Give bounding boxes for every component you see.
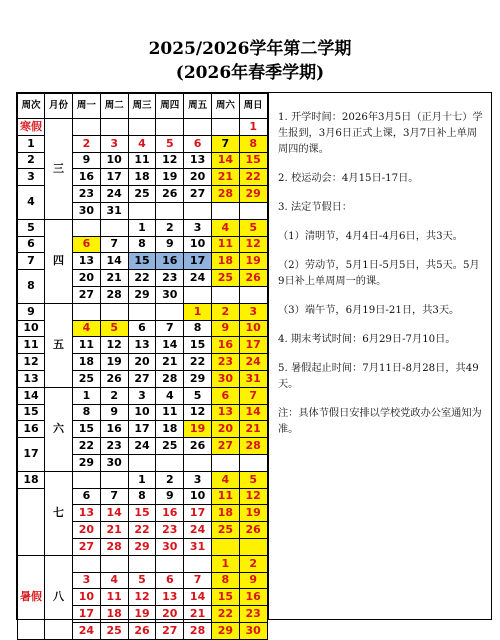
day-cell: 25 (156, 438, 184, 455)
day-cell: 28 (100, 286, 128, 303)
page-title: 2025/2026学年第二学期 (148, 39, 352, 59)
day-cell: 24 (128, 438, 156, 455)
day-cell: 2 (100, 387, 128, 404)
day-cell: 7 (100, 488, 128, 505)
month-cell: 五 (45, 303, 73, 387)
day-cell: 16 (100, 421, 128, 438)
day-cell: 26 (156, 186, 184, 203)
week-number-cell: 4 (18, 186, 45, 220)
calendar-row (18, 219, 268, 236)
calendar-row (18, 471, 268, 488)
month-cell: 七 (45, 471, 73, 555)
day-cell: 3 (100, 135, 128, 152)
day-cell (73, 303, 101, 320)
day-cell (239, 202, 267, 219)
day-cell: 9 (239, 572, 267, 589)
day-cell: 11 (100, 589, 128, 606)
day-cell: 19 (239, 505, 267, 522)
day-cell: 18 (73, 354, 101, 371)
day-cell: 12 (128, 589, 156, 606)
day-cell: 12 (239, 488, 267, 505)
day-cell: 15 (73, 421, 101, 438)
day-cell: 30 (100, 454, 128, 471)
day-cell: 21 (100, 270, 128, 287)
day-cell (100, 119, 128, 136)
day-cell: 15 (211, 589, 239, 606)
day-cell: 6 (73, 236, 101, 253)
calendar-table (17, 93, 268, 640)
week-number-cell: 3 (18, 169, 45, 186)
day-cell (100, 303, 128, 320)
day-cell: 17 (100, 169, 128, 186)
day-cell: 24 (239, 354, 267, 371)
day-cell: 3 (184, 219, 212, 236)
day-cell: 8 (211, 572, 239, 589)
day-cell: 22 (184, 354, 212, 371)
day-cell (156, 555, 184, 572)
week-number-cell: 11 (18, 337, 45, 354)
day-cell: 31 (184, 538, 212, 555)
day-cell: 27 (211, 438, 239, 455)
day-cell: 29 (239, 186, 267, 203)
note-holidays: 3. 法定节假日： (278, 202, 353, 213)
day-cell: 29 (211, 622, 239, 639)
calendar-row (18, 555, 268, 572)
day-cell: 14 (100, 505, 128, 522)
note-start: 1. 开学时间：2026年3月5日（正月十七）学生报到，3月6日正式上课，3月7日补上单周周四的课。 (278, 112, 483, 155)
day-cell: 11 (73, 337, 101, 354)
day-cell: 10 (128, 404, 156, 421)
header-thu: 周四 (156, 94, 184, 119)
day-cell: 21 (156, 354, 184, 371)
day-cell: 28 (184, 622, 212, 639)
day-cell: 16 (156, 505, 184, 522)
day-cell: 20 (73, 270, 101, 287)
day-cell: 20 (73, 522, 101, 539)
day-cell: 10 (184, 236, 212, 253)
day-cell: 8 (239, 135, 267, 152)
week-number-cell: 暑假 (18, 555, 45, 639)
day-cell: 14 (211, 152, 239, 169)
day-cell: 6 (128, 320, 156, 337)
day-cell (156, 202, 184, 219)
day-cell: 3 (184, 471, 212, 488)
note-dragonboat: （3）端午节，6月19日-21日，共3天。 (278, 305, 460, 316)
day-cell: 10 (239, 320, 267, 337)
day-cell (184, 202, 212, 219)
header-fri: 周五 (184, 94, 212, 119)
day-cell: 10 (73, 589, 101, 606)
day-cell (128, 202, 156, 219)
week-number-cell (18, 488, 45, 555)
header-sat: 周六 (211, 94, 239, 119)
day-cell: 4 (73, 320, 101, 337)
day-cell (128, 555, 156, 572)
day-cell: 3 (239, 303, 267, 320)
day-cell (73, 471, 101, 488)
week-number-cell: 9 (18, 303, 45, 320)
week-number-cell: 12 (18, 354, 45, 371)
week-number-cell: 7 (18, 253, 45, 270)
day-cell: 19 (100, 354, 128, 371)
week-number-cell: 6 (18, 236, 45, 253)
day-cell: 26 (239, 522, 267, 539)
day-cell: 5 (128, 572, 156, 589)
day-cell: 19 (156, 169, 184, 186)
day-cell: 14 (156, 337, 184, 354)
day-cell: 5 (100, 320, 128, 337)
day-cell: 4 (100, 572, 128, 589)
day-cell: 23 (239, 606, 267, 623)
day-cell: 28 (156, 370, 184, 387)
day-cell: 22 (73, 438, 101, 455)
day-cell: 30 (211, 370, 239, 387)
day-cell: 18 (128, 169, 156, 186)
day-cell: 13 (184, 152, 212, 169)
day-cell: 26 (184, 438, 212, 455)
day-cell: 11 (211, 488, 239, 505)
day-cell: 14 (239, 404, 267, 421)
day-cell (156, 303, 184, 320)
header-wed: 周三 (128, 94, 156, 119)
day-cell: 7 (100, 236, 128, 253)
day-cell: 31 (239, 370, 267, 387)
day-cell: 24 (100, 186, 128, 203)
calendar-row (18, 303, 268, 320)
day-cell: 18 (211, 505, 239, 522)
day-cell: 31 (100, 202, 128, 219)
day-cell: 15 (128, 253, 156, 270)
day-cell: 23 (156, 270, 184, 287)
day-cell: 20 (211, 421, 239, 438)
day-cell: 22 (211, 606, 239, 623)
day-cell: 5 (239, 219, 267, 236)
day-cell: 9 (156, 236, 184, 253)
day-cell: 15 (128, 505, 156, 522)
day-cell: 7 (156, 320, 184, 337)
week-number-cell: 16 (18, 421, 45, 438)
day-cell (100, 555, 128, 572)
day-cell: 27 (73, 286, 101, 303)
day-cell: 17 (128, 421, 156, 438)
day-cell: 8 (128, 488, 156, 505)
day-cell: 21 (100, 522, 128, 539)
day-cell: 29 (128, 286, 156, 303)
day-cell (100, 219, 128, 236)
day-cell: 26 (128, 622, 156, 639)
day-cell: 25 (211, 522, 239, 539)
month-cell: 八 (45, 555, 73, 639)
day-cell: 16 (211, 337, 239, 354)
day-cell: 10 (184, 488, 212, 505)
day-cell (211, 119, 239, 136)
week-number-cell: 寒假 (18, 119, 45, 136)
week-number-cell: 15 (18, 404, 45, 421)
day-cell: 18 (156, 421, 184, 438)
day-cell: 23 (156, 522, 184, 539)
day-cell: 7 (211, 135, 239, 152)
week-number-cell: 1 (18, 135, 45, 152)
day-cell: 28 (100, 538, 128, 555)
day-cell: 4 (156, 387, 184, 404)
note-summer: 5. 暑假起止时间：7月11日-8月28日，共49天。 (278, 363, 479, 390)
day-cell: 29 (184, 370, 212, 387)
day-cell: 7 (184, 572, 212, 589)
day-cell: 17 (184, 505, 212, 522)
day-cell: 1 (128, 219, 156, 236)
day-cell: 27 (184, 186, 212, 203)
day-cell: 27 (128, 370, 156, 387)
day-cell: 5 (184, 387, 212, 404)
week-number-cell: 2 (18, 152, 45, 169)
header-sun: 周日 (239, 94, 267, 119)
day-cell (73, 119, 101, 136)
day-cell: 25 (73, 370, 101, 387)
day-cell (128, 303, 156, 320)
day-cell: 11 (156, 404, 184, 421)
day-cell: 4 (128, 135, 156, 152)
day-cell (73, 555, 101, 572)
month-cell: 三 (45, 119, 73, 220)
day-cell: 19 (239, 253, 267, 270)
day-cell: 11 (128, 152, 156, 169)
day-cell (184, 555, 212, 572)
day-cell: 8 (128, 236, 156, 253)
day-cell: 26 (100, 370, 128, 387)
day-cell: 17 (239, 337, 267, 354)
day-cell: 13 (73, 505, 101, 522)
day-cell: 9 (156, 488, 184, 505)
day-cell (156, 454, 184, 471)
day-cell (156, 119, 184, 136)
header-row (18, 94, 268, 119)
day-cell: 17 (73, 606, 101, 623)
day-cell (211, 202, 239, 219)
day-cell: 13 (128, 337, 156, 354)
day-cell: 21 (211, 169, 239, 186)
day-cell: 29 (73, 454, 101, 471)
day-cell: 1 (211, 555, 239, 572)
day-cell: 13 (73, 253, 101, 270)
day-cell: 11 (211, 236, 239, 253)
note-labor: （2）劳动节，5月1日-5月5日，共5天。5月9日补上单周周一的课。 (278, 260, 480, 287)
day-cell: 21 (239, 421, 267, 438)
day-cell (211, 286, 239, 303)
week-number-cell: 8 (18, 270, 45, 304)
day-cell: 3 (73, 572, 101, 589)
day-cell (73, 219, 101, 236)
day-cell: 27 (73, 538, 101, 555)
day-cell: 10 (100, 152, 128, 169)
week-number-cell: 17 (18, 438, 45, 472)
day-cell: 5 (239, 471, 267, 488)
day-cell: 1 (73, 387, 101, 404)
day-cell: 17 (184, 253, 212, 270)
day-cell: 8 (73, 404, 101, 421)
day-cell: 12 (239, 236, 267, 253)
day-cell: 26 (239, 270, 267, 287)
day-cell (211, 538, 239, 555)
day-cell: 30 (73, 202, 101, 219)
day-cell: 27 (156, 622, 184, 639)
header-month: 月份 (45, 94, 73, 119)
day-cell: 1 (239, 119, 267, 136)
day-cell (184, 286, 212, 303)
day-cell: 18 (100, 606, 128, 623)
day-cell: 22 (128, 270, 156, 287)
week-number-cell: 5 (18, 219, 45, 236)
day-cell: 30 (156, 286, 184, 303)
day-cell: 23 (211, 354, 239, 371)
day-cell (211, 454, 239, 471)
month-cell: 六 (45, 387, 73, 471)
day-cell: 4 (211, 219, 239, 236)
day-cell: 6 (184, 135, 212, 152)
day-cell: 12 (184, 404, 212, 421)
header-week: 周次 (18, 94, 45, 119)
day-cell (128, 454, 156, 471)
day-cell: 1 (184, 303, 212, 320)
day-cell: 21 (184, 606, 212, 623)
note-exam: 4. 期末考试时间：6月29日-7月10日。 (278, 334, 456, 345)
week-number-cell: 14 (18, 387, 45, 404)
day-cell: 18 (211, 253, 239, 270)
day-cell: 20 (128, 354, 156, 371)
day-cell: 6 (211, 387, 239, 404)
day-cell: 24 (184, 522, 212, 539)
day-cell: 20 (184, 169, 212, 186)
day-cell: 1 (128, 471, 156, 488)
day-cell: 9 (211, 320, 239, 337)
day-cell: 19 (184, 421, 212, 438)
day-cell: 2 (211, 303, 239, 320)
day-cell: 16 (239, 589, 267, 606)
header-tue: 周二 (100, 94, 128, 119)
calendar-row (18, 387, 268, 404)
day-cell: 25 (211, 270, 239, 287)
day-cell: 20 (156, 606, 184, 623)
week-number-cell: 13 (18, 370, 45, 387)
day-cell (239, 286, 267, 303)
calendar-row (18, 119, 268, 136)
day-cell: 13 (156, 589, 184, 606)
day-cell: 22 (239, 169, 267, 186)
day-cell (184, 119, 212, 136)
day-cell (239, 454, 267, 471)
day-cell (184, 454, 212, 471)
day-cell: 12 (100, 337, 128, 354)
week-number-cell: 18 (18, 471, 45, 488)
day-cell: 9 (100, 404, 128, 421)
day-cell (128, 119, 156, 136)
day-cell: 4 (211, 471, 239, 488)
day-cell: 2 (156, 219, 184, 236)
day-cell: 6 (156, 572, 184, 589)
day-cell: 8 (184, 320, 212, 337)
day-cell (239, 538, 267, 555)
day-cell: 14 (184, 589, 212, 606)
day-cell: 5 (156, 135, 184, 152)
note-sports: 2. 校运动会：4月15日-17日。 (278, 173, 419, 184)
day-cell: 23 (100, 438, 128, 455)
day-cell: 25 (100, 622, 128, 639)
day-cell: 12 (156, 152, 184, 169)
month-cell: 四 (45, 219, 73, 303)
day-cell: 24 (73, 622, 101, 639)
day-cell: 9 (73, 152, 101, 169)
day-cell: 19 (128, 606, 156, 623)
day-cell: 22 (128, 522, 156, 539)
day-cell: 2 (239, 555, 267, 572)
day-cell: 2 (156, 471, 184, 488)
day-cell: 14 (100, 253, 128, 270)
day-cell: 29 (128, 538, 156, 555)
day-cell: 16 (156, 253, 184, 270)
week-number-cell: 10 (18, 320, 45, 337)
day-cell: 28 (239, 438, 267, 455)
day-cell: 15 (239, 152, 267, 169)
day-cell: 30 (239, 622, 267, 639)
column-divider (267, 92, 269, 620)
day-cell (100, 471, 128, 488)
day-cell: 24 (184, 270, 212, 287)
day-cell: 30 (156, 538, 184, 555)
day-cell: 15 (184, 337, 212, 354)
page-subtitle: (2026年春季学期) (175, 63, 325, 83)
day-cell: 28 (211, 186, 239, 203)
note-qingming: （1）清明节，4月4日-4月6日，共3天。 (278, 231, 463, 242)
header-mon: 周一 (73, 94, 101, 119)
day-cell: 13 (211, 404, 239, 421)
notes-panel (278, 110, 484, 451)
note-remark: 注：具体节假日安排以学校党政办公室通知为准。 (278, 408, 482, 435)
day-cell: 3 (128, 387, 156, 404)
day-cell: 2 (73, 135, 101, 152)
day-cell: 16 (73, 169, 101, 186)
day-cell: 7 (239, 387, 267, 404)
day-cell: 25 (128, 186, 156, 203)
day-cell: 6 (73, 488, 101, 505)
day-cell: 23 (73, 186, 101, 203)
